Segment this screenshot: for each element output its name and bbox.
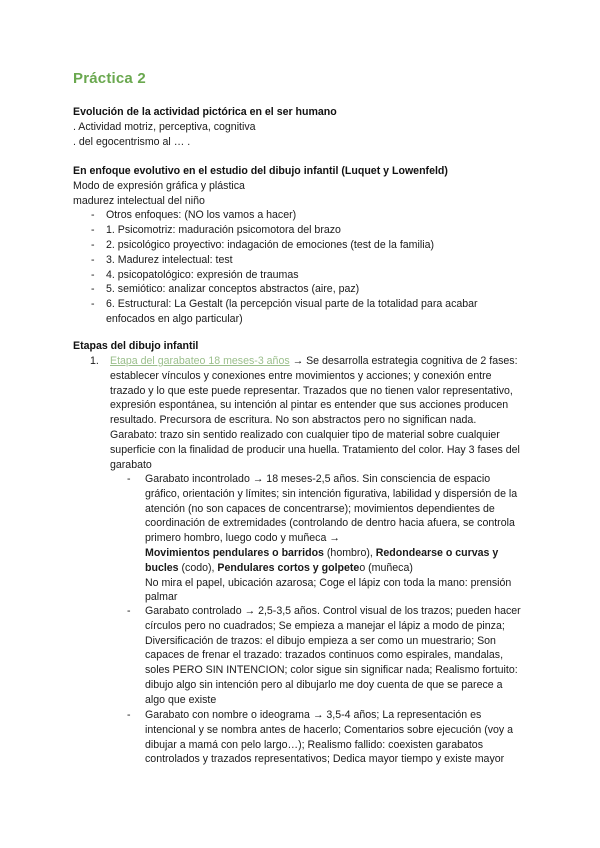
text-line: Modo de expresión gráfica y plástica xyxy=(73,179,245,192)
bold-term: Pendulares cortos y golpete xyxy=(217,561,360,574)
text-line: . del egocentrismo al … . xyxy=(73,135,191,148)
text-line: madurez intelectual del niño xyxy=(73,194,205,207)
sub-text: Garabato controlado → 2,5-3,5 años. Control visual de los trazos; pueden hacer círculos pero no cuadrados; Se empieza a manejar el lápiz a modo de pinza; Diversificación de trazos: el dibujo empieza a ser como un muestrario; Son capaces de frenar el trazado: trazados continuos como espirales, mandalas, soles PERO SIN INTENCION; color sigue sin significar nada; Realismo fortuito: dibujo algo sin intención pero al dibujarlo me doy cuenta de que se parece a algo que existe xyxy=(145,605,521,706)
sub-text xyxy=(145,472,521,576)
etapa-garabateo-link[interactable]: Etapa del garabateo 18 meses-3 años xyxy=(110,355,290,367)
list-item: - 2. psicológico proyectivo: indagación de emociones (test de la familia) xyxy=(73,238,533,253)
dash-marker: - xyxy=(127,473,131,485)
sub-intro: Garabato incontrolado → 18 meses-2,5 años. Sin consciencia de espacio gráfico, orientación y límites; sin intención figurativa, labilidad y dispersión de la atención (no son capaces de concentrarse); movimientos dependientes de coordinación de extremidades (controlando de dentro hacia afuera, se controla primero hombro, luego codo y muñeca → xyxy=(145,473,518,545)
list-item: - 6. Estructural: La Gestalt (la percepción visual parte de la totalidad para acabar enfocados en algo particular) xyxy=(73,297,516,327)
section-etapas xyxy=(73,339,533,354)
dash-marker: - xyxy=(127,605,131,617)
etapa-item xyxy=(90,354,526,472)
sub-text-part: o (muñeca) xyxy=(359,561,413,574)
section-heading: Etapas del dibujo infantil xyxy=(73,340,199,352)
list-item: - 3. Madurez intelectual: test xyxy=(73,253,533,268)
list-item: - 1. Psicomotriz: maduración psicomotora del brazo xyxy=(73,223,533,238)
garabato-incontrolado xyxy=(127,472,521,605)
garabato-controlado xyxy=(127,604,521,708)
bold-term: Movimientos pendulares o barridos xyxy=(145,546,324,559)
garabato-con-nombre xyxy=(127,708,521,767)
list-number: 1. xyxy=(90,355,99,367)
section-heading: Evolución de la actividad pictórica en el ser humano xyxy=(73,106,337,118)
etapa-text xyxy=(110,354,526,472)
sub-text-part: (hombro), xyxy=(323,546,376,559)
etapa-description: → Se desarrolla estrategia cognitiva de 2 fases: establecer vínculos y conexiones entre movimientos y acciones; y conexión entre trazado y lo que este puede representar. Trazados que no tienen valor representativo, expresión espontánea, su intención al pintar es entender que sus acciones producen resultado. Precursora de escritura. No son abstractos pero no significan nada. Garabato: trazo sin sentido realizado con cualquier tipo de material sobre cualquier superficie con la finalidad de producir una huella. Tratamiento del color. Hay 3 fases del garabato xyxy=(110,355,520,471)
sub-text: Garabato con nombre o ideograma → 3,5-4 años; La representación es intencional y se nombra antes de hacerlo; Comentarios sobre ejecución (voy a dibujar a mamá con pelo largo…); Realismo fallido: coexisten garabatos controlados y trazados representativos; Dedica mayor tiempo y existe mayor xyxy=(145,709,514,766)
section-heading: En enfoque evolutivo en el estudio del dibujo infantil (Luquet y Lowenfeld) xyxy=(73,165,448,177)
page-title: Práctica 2 xyxy=(73,70,146,87)
dash-marker: - xyxy=(127,709,131,721)
list-item: - 5. semiótico: analizar conceptos abstractos (aire, paz) xyxy=(73,282,533,297)
enfoques-list xyxy=(73,208,533,326)
bold-term: Redondearse o curvas y bucles xyxy=(145,546,499,574)
section-enfoque xyxy=(73,164,533,327)
section-evolucion xyxy=(73,105,533,149)
sub-text-after: No mira el papel, ubicación azarosa; Coge el lápiz con toda la mano: prensión palmar xyxy=(145,576,512,604)
list-item: - 4. psicopatológico: expresión de traumas xyxy=(73,268,533,283)
text-line: . Actividad motriz, perceptiva, cognitiva xyxy=(73,120,256,133)
sub-text-part: (codo), xyxy=(178,561,218,574)
list-item: - Otros enfoques: (NO los vamos a hacer) xyxy=(73,208,533,223)
